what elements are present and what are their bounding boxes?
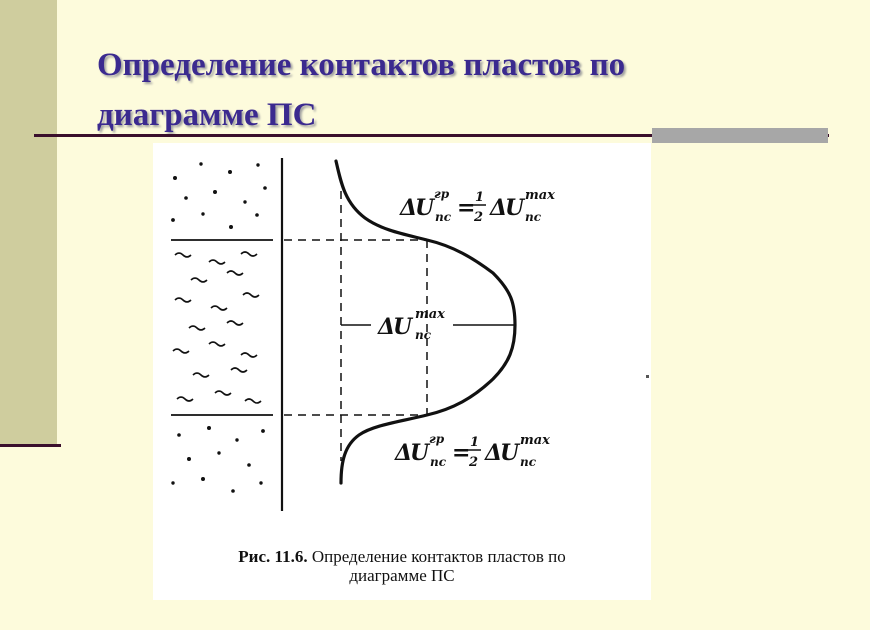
sidebar-rule (0, 444, 61, 447)
bottom-frac-num: 1 (470, 435, 480, 450)
top-lhs-sub: пс (435, 210, 452, 224)
caption-number: Рис. 11.6. (238, 547, 308, 566)
top-rhs-sup: max (525, 188, 555, 203)
top-rhs-delta: Δ (490, 195, 508, 221)
sp-diagram (153, 143, 651, 543)
caption-line-1: Определение контактов пластов по (311, 547, 566, 566)
image-speck (646, 375, 649, 378)
top-equals: = (457, 195, 476, 221)
bottom-rhs-u: U (500, 440, 520, 466)
middle-sup: max (415, 307, 445, 322)
middle-delta: Δ (378, 314, 396, 340)
middle-label (377, 307, 445, 342)
top-delta: Δ (400, 195, 418, 221)
top-rhs-sub: пс (525, 210, 542, 224)
bottom-lhs-sub: пс (430, 455, 447, 469)
top-rhs-u: U (505, 195, 525, 221)
slide-title (97, 40, 797, 140)
top-formula (399, 187, 555, 225)
bottom-rhs-sub: пс (520, 455, 537, 469)
middle-sub: пс (415, 328, 432, 342)
title-line-1: Определение контактов пластов по (97, 47, 626, 83)
top-frac-num: 1 (475, 190, 485, 205)
sidebar-decoration (0, 0, 57, 445)
caption-line-2: диаграмме ПС (349, 566, 455, 585)
sp-diagram-figure (153, 143, 651, 600)
sand-bottom-pattern (171, 426, 265, 493)
bottom-formula (394, 432, 550, 470)
top-lhs-sup: гр (434, 187, 450, 201)
bottom-delta: Δ (395, 440, 413, 466)
top-u: U (415, 195, 435, 221)
bottom-equals: = (452, 440, 471, 466)
middle-u: U (393, 314, 413, 340)
top-frac-den: 2 (474, 210, 484, 225)
bottom-lhs-sup: гр (429, 432, 445, 446)
title-line-2: диаграмме ПС (97, 97, 317, 133)
bottom-rhs-sup: max (520, 433, 550, 448)
bottom-frac-den: 2 (469, 455, 479, 470)
bottom-u: U (410, 440, 430, 466)
figure-caption (153, 547, 651, 585)
bottom-rhs-delta: Δ (485, 440, 503, 466)
clay-pattern (173, 252, 261, 403)
title-accent-bar (652, 128, 828, 143)
sand-top-pattern (171, 162, 267, 229)
